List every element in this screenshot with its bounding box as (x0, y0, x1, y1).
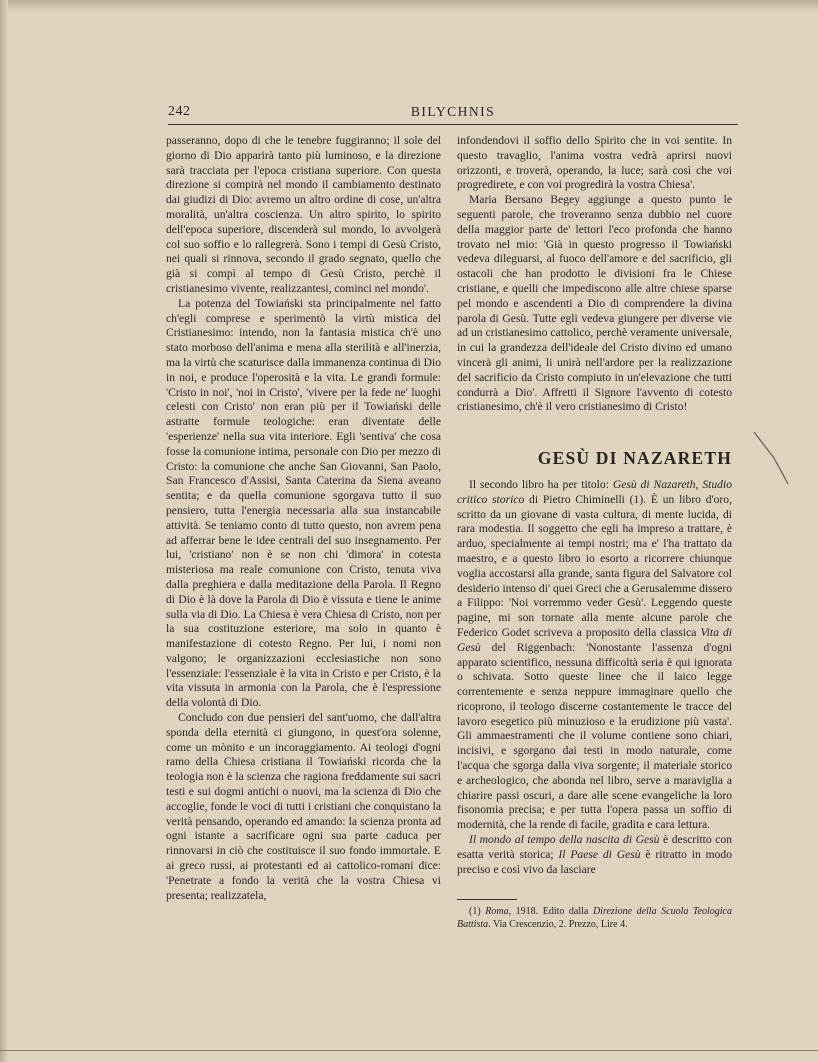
text-run: Il secondo libro ha per titolo: (469, 477, 613, 491)
running-header (168, 103, 738, 125)
text-run: è descritto con esatta verità storica; (457, 833, 732, 861)
section-paragraph-1 (457, 478, 732, 833)
text-run: di Pietro Chiminelli (1). È un libro d'oro, scritto da un giovane di vasta cultura, di mente lucida, di rara modestia. Il soggetto che egli ha impreso a trattare, è arduo, specialmente ai tempi nostri; ma e' l'ha trattato da maestro, e a questo libro io esorto a ricorrere chiunque voglia accostarsi alla grande, santa figura del Salvatore col desiderio intenso di' quei Greci che a Gerusalemme dissero a Filippo: 'Noi vorremmo veder Gesù'. Leggendo queste pagine, mi son tornate alla mente alcune parole che Federico Godet scriveva a proposito della classica (457, 492, 732, 639)
right-paragraph-1: infondendovi il soffio dello Spirito che in voi sentite. In questo travaglio, l'anima vostra vedrà aprirsi nuovi orizzonti, e troverà, operando, la luce; sarà così che voi progredirete, e con voi progredirà la vostra Chiesa'. (457, 134, 732, 192)
footnote-rule (457, 899, 517, 900)
header-rule (168, 124, 738, 125)
text-run: è ritratto in modo preciso e così vivo da lasciare (457, 847, 733, 876)
left-column (166, 134, 441, 903)
footnote-publisher: Direzione della Scuola Teologica Battista (457, 906, 732, 930)
left-paragraph-1: passeranno, dopo di che le tenebre fuggiranno; il sole del giorno di Dio apparirà tanto più luminoso, e la direzione sarà tracciata per l'epoca cristiana superiore. Con questa direzione si compirà nel mondo il cambiamento destinato dai giudizi di Dio: avremo un altro ordine di cose, un'altra moralità, un'altra coscienza. Un altro spirito, lo spirito dell'epoca superiore, discenderà sul mondo, lo avvolgerà col suo soffio e lo rallegrerà. Sono i tempi di Gesù Cristo, nei quali si rinnova, secondo il grado segnato, quello che già si compì al tempo di Gesù Cristo, perchè il cristianesimo vivente, realizzantesi, cominci nel mondo'. (166, 134, 441, 295)
left-paragraph-3: Concludo con due pensieri del sant'uomo, che dall'altra sponda della eternità ci giungono, in quest'ora solenne, come un mònito e un incoraggiamento. Ai teologi d'ogni ramo della Chiesa cristiana il Towiański ricorda che la teologia non è la scienza che ragiona freddamente sui sacri testi e sui dogmi antichi o nuovi, ma la scienza di Dio che accoglie, fonde le voci di tutti i cristiani che conquistano la verità pensando, operando ed amando: la scienza pronta ad ogni istante a sacrificare ogni sua parte caduca per rinnovarsi in ciò che costituisce il suo fondo immortale. E ai greco russi, ai protestanti ed ai cattolico-romani dice: 'Penetrate a fondo la verità che la vostra Chiesa vi presenta; realizzatela, (166, 711, 441, 902)
book-title-italic: Gesù di Nazareth, Studio critico storico (457, 477, 732, 506)
section-title: GESÙ DI NAZARETH (537, 448, 732, 469)
text-run: , 1918. Edito dalla (508, 906, 593, 918)
footnote-marker: (1) (469, 906, 486, 918)
left-paragraph-2: La potenza del Towiański sta principalmente nel fatto ch'egli comprese e sperimentò la virtù mistica del Cristianesimo: intendo, non la fantasia mistica ch'è uno stato morboso dell'anima e mena alla sterilità e all'inerzia, ma la virtù che scaturisce dalla immanenza continua di Dio in noi, e produce l'operosità e la vita. Le grandi formule: 'Cristo in noi', 'noi in Cristo', 'vivere per la fede ne' luoghi celesti con Cristo' non eran più per il Towiański delle astratte formule teologiche: eran diventate delle 'esperienze' nella sua vita interiore. Egli 'sentiva' che cosa fosse la comunione intima, personale con Dio per mezzo di Cristo: la comunione che anche San Giovanni, San Paolo, San Francesco d'Assisi, Santa Caterina da Siena aveano sentita; e da quella comunione sgorgava tutto il suo pensiero, tutta l'energia necessaria alla sua instancabile attività. Se teniamo conto di tutto questo, non avrem pena ad afferrar bene le idee centrali del suo insegnamento. Per lui, 'cristiano' non è se non chi 'dimora' in cotesta misteriosa ma reale comunione con Cristo, tenuta viva dalla preghiera e dalla meditazione della Parola. Il Regno di Dio è là dove la Parola di Dio è vissuta e tiene le anime sulla via di Dio. La Chiesa è vera Chiesa di Cristo, non per la sua costituzione esteriore, ma solo in quanto è manifestazione di cotesto Regno. Per lui, i nomi non valgono; le organizzazioni ecclesiastiche non sono l'essenziale: l'essenziale è la vita in Cristo e per Cristo, è la vita vissuta in armonia con la Parola, che è l'espressione della volontà di Dio. (166, 296, 441, 710)
running-title: BILYCHNIS (410, 104, 496, 119)
chapter-title-italic: Il Paese di Gesù (558, 847, 641, 861)
page-top-edge-shadow (0, 0, 818, 12)
footnote (457, 906, 732, 931)
text-run: del Riggenbach: 'Nonostante l'assenza d'ogni apparato scientifico, nessuna difficoltà seria è qui ignorata o schivata. Sotto queste linee che il laico legge correntemente e senza neppure immaginare quello che ricoprono, il teologo discerne costantemente le tracce del lavoro esegetico più minuzioso e la erudizione più vasta'. Gli ammaestramenti che il volume contiene sono chiari, incisivi, e sgorgano dai testi in modo naturale, come l'acqua che sgorga dalla viva sorgente; il materiale storico e archeologico, che abonda nel libro, serve a maraviglia a chiarire passi oscuri, a dare alle scene evangeliche la loro fisonomia precisa; e per tutta l'opera passa un soffio di modernità, che la rende di facile, gradita e cara lettura. (457, 640, 732, 832)
bottom-edge-line (0, 1050, 818, 1051)
section-heading (457, 448, 732, 469)
section-paragraph-2 (457, 833, 732, 877)
page-number: 242 (168, 104, 191, 119)
book-title-italic: Vita di Gesù (457, 625, 732, 654)
footnote-place: Roma (485, 906, 509, 918)
page-left-edge-shadow (0, 0, 8, 1062)
text-run: . Via Crescenzio, 2. Prezzo, Lire 4. (488, 918, 628, 930)
chapter-title-italic: Il mondo al tempo della nascita di Gesù (469, 833, 660, 847)
right-column (457, 134, 732, 931)
right-paragraph-2: Maria Bersano Begey aggiunge a questo punto le seguenti parole, che troveranno senza dubbio nel cuore della maggior parte de' lettori l'eco profonda che hanno trovato nel mio: 'Già in questo progresso il Towiański vedeva dileguarsi, al fuoco dell'amore e del sacrificio, gli ostacoli che han prodotto le divisioni fra le Chiese cristiane, e quelli che impediscono alle altre chiese sparse pel mondo e ascendenti a Dio di comprendere la divina parola di Gesù. Tutte egli vedeva giungere per diverse vie ad un cristianesimo cattolico, perchè veramente universale, in cui la grandezza dell'ideale del Cristo divino ed umano vincerà gli animi, li unirà nell'ardore per la realizzazione del sacrificio da Cristo compiuto in un'elevazione che tutti condurrà a Dio'. Affretti il Signore l'avvento di cotesto cristianesimo, ch'è il vero cristianesimo di Cristo! (457, 193, 732, 414)
pencil-mark (752, 428, 792, 488)
